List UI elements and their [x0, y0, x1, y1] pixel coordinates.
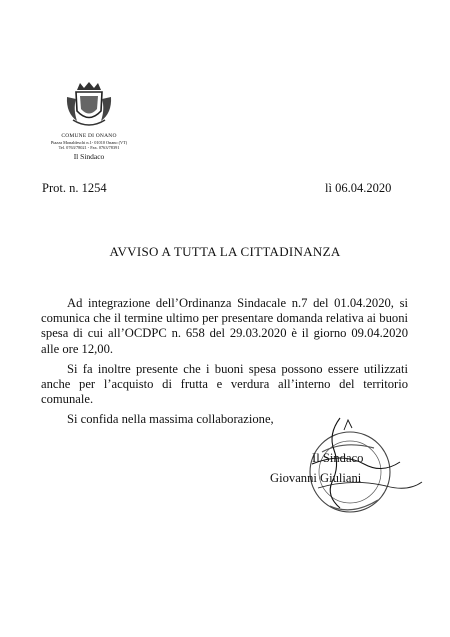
notice-body: [41, 296, 408, 433]
letterhead-role: Il Sindaco: [73, 151, 105, 161]
notice-title: AVVISO A TUTTA LA CITTADINANZA: [109, 244, 341, 259]
comune-name: COMUNE DI ONANO: [61, 133, 117, 139]
comune-phone-fax: Tel. 0763/78021 - Fax. 0763/78391: [58, 145, 120, 151]
protocol-number: Prot. n. 1254: [42, 181, 107, 195]
signature-block: [270, 448, 420, 488]
comune-address: Piazza Monaldeschi n.1- 01010 Onano (VT): [50, 139, 128, 145]
signature-name: Giovanni Giuliani: [270, 471, 362, 485]
municipal-coat-of-arms-icon: [64, 80, 114, 132]
body-paragraph-2: Si fa inoltre presente che i buoni spesa possono essere utilizzati anche per l’acquisto di frutta e verdura all’interno del territorio comunale.: [41, 361, 408, 407]
letterhead: [34, 133, 144, 161]
body-paragraph-3: Si confida nella massima collaborazione,: [67, 412, 274, 427]
document-date: lì 06.04.2020: [325, 181, 392, 195]
signature-role: Il Sindaco: [312, 451, 364, 465]
body-paragraph-1: Ad integrazione dell’Ordinanza Sindacale n.7 del 01.04.2020, si comunica che il termine ultimo per presentare domanda relativa ai buoni spesa di cui all’OCDPC n. 658 del 29.03.2020 è il giorno 09.04.2020 alle ore 12,00.: [41, 296, 408, 356]
